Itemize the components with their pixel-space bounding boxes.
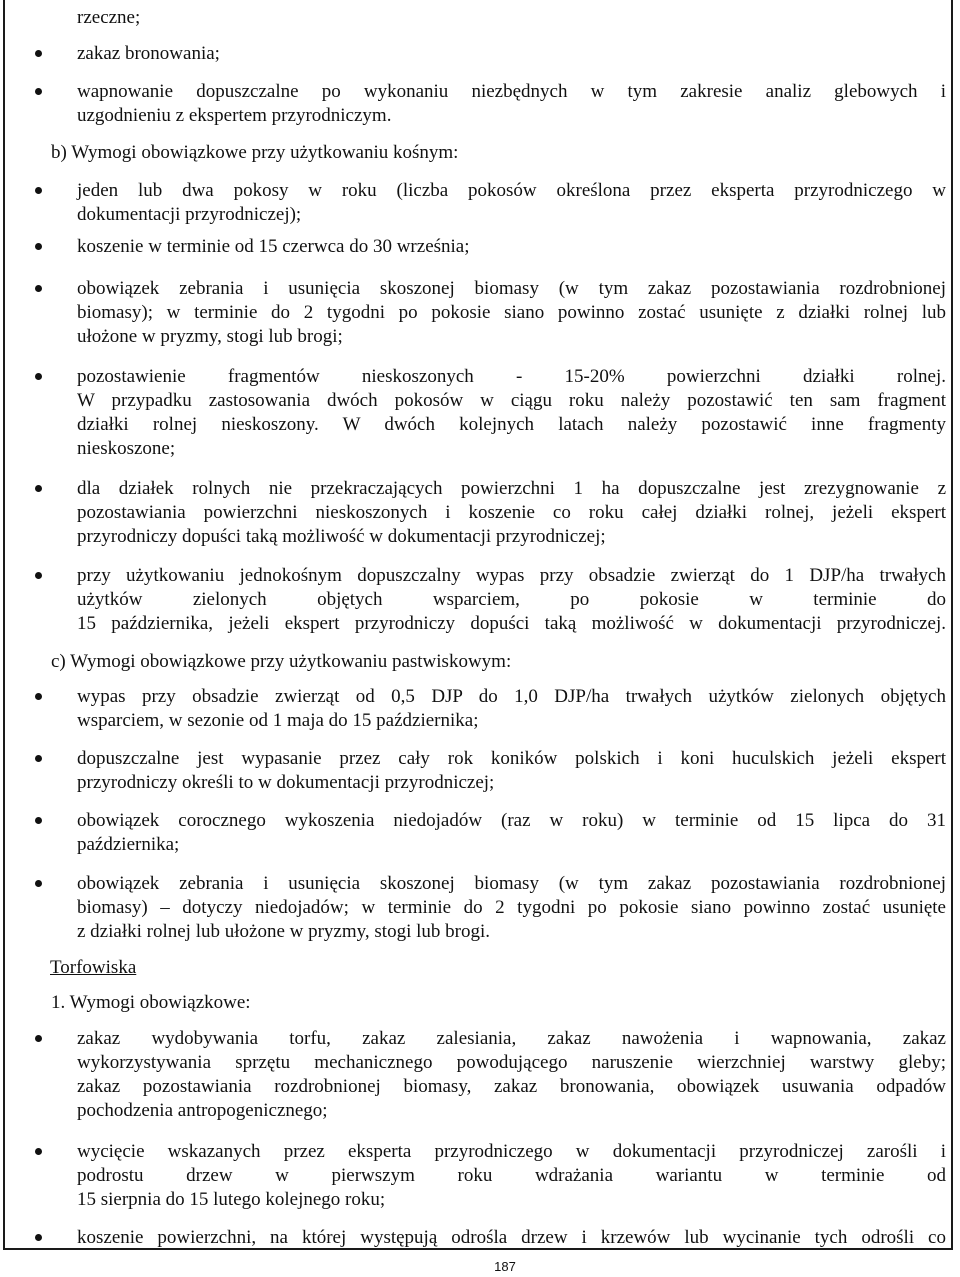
text-line: przyrodniczy określi to w dokumentacji przyrodniczej; [77,772,495,793]
text-line: 15 października, jeżeli ekspert przyrodniczy dopuści taką możliwość w dokumentacji przyrodniczej. [77,613,946,634]
section-heading-1: 1. Wymogi obowiązkowe: [51,992,251,1013]
section-heading-b: b) Wymogi obowiązkowe przy użytkowaniu kośnym: [51,142,459,163]
text-line: przyrodniczy dopuści taką możliwość w dokumentacji przyrodniczej; [77,526,606,547]
text-line: biomasy) – dotyczy niedojadów; w terminie do 2 tygodni po pokosie siano powinno zostać usunięte [77,897,946,918]
bullet-icon [35,88,42,95]
text-line: rzeczne; [77,7,141,28]
text-line: działki rolnej nieskoszony. W dwóch kolejnych latach należy pozostawić inne fragmenty [77,414,946,435]
text-line: dopuszczalne jest wypasanie przez cały rok koników polskich i koni huculskich jeżeli ekspert [77,748,946,769]
text-line: biomasy); w terminie do 2 tygodni po pokosie siano powinno zostać usunięte z działki rolnej lub [77,302,946,323]
text-line: zakaz bronowania; [77,43,220,64]
text-line: obowiązek zebrania i usunięcia skoszonej biomasy (w tym zakaz pozostawiania rozdrobnionej [77,873,946,894]
text-line: wycięcie wskazanych przez eksperta przyrodniczego w dokumentacji przyrodniczej zarośli i [77,1141,946,1162]
text-line: wykorzystywania sprzętu mechanicznego powodującego naruszenie wierzchniej warstwy gleby; [77,1052,946,1073]
text-line: dokumentacji przyrodniczej); [77,204,302,225]
text-line: wapnowanie dopuszczalne po wykonaniu niezbędnych w tym zakresie analiz glebowych i [77,81,946,102]
section-heading-c: c) Wymogi obowiązkowe przy użytkowaniu pastwiskowym: [51,651,512,672]
section-heading-torfowiska: Torfowiska [50,957,137,978]
text-line: nieskoszone; [77,438,176,459]
bullet-icon [35,1035,42,1042]
page-number: 187 [494,1259,516,1274]
bullet-icon [35,243,42,250]
text-line: obowiązek corocznego wykoszenia niedojadów (raz w roku) w terminie od 15 lipca do 31 [77,810,946,831]
text-line: W przypadku zastosowania dwóch pokosów w ciągu roku należy pozostawić ten sam fragment [77,390,946,411]
bullet-icon [35,1148,42,1155]
bullet-icon [35,50,42,57]
text-line: obowiązek zebrania i usunięcia skoszonej biomasy (w tym zakaz pozostawiania rozdrobnionej [77,278,946,299]
text-line: 15 sierpnia do 15 lutego kolejnego roku; [77,1189,386,1210]
bullet-icon [35,817,42,824]
text-line: pochodzenia antropogenicznego; [77,1100,328,1121]
text-line: koszenie w terminie od 15 czerwca do 30 września; [77,236,470,257]
bullet-icon [35,1234,42,1241]
text-line: z działki rolnej lub ułożone w pryzmy, stogi lub brogi. [77,921,490,942]
bullet-icon [35,755,42,762]
bullet-icon [35,285,42,292]
text-line: podrostu drzew w pierwszym roku wdrażania wariantu w terminie od [77,1165,946,1186]
text-line: pozostawienie fragmentów nieskoszonych - 15-20% powierzchni działki rolnej. [77,366,946,387]
text-line: zakaz wydobywania torfu, zakaz zalesiania, zakaz nawożenia i wapnowania, zakaz [77,1028,946,1049]
bullet-icon [35,187,42,194]
text-line: ułożone w pryzmy, stogi lub brogi; [77,326,343,347]
bullet-icon [35,693,42,700]
text-line: wsparciem, w sezonie od 1 maja do 15 października; [77,710,479,731]
text-line: pozostawiania powierzchni nieskoszonych i koszenie co roku całej działki rolnej, jeżeli ekspert [77,502,946,523]
text-line: października; [77,834,180,855]
bullet-icon [35,572,42,579]
text-line: uzgodnieniu z ekspertem przyrodniczym. [77,105,392,126]
text-line: przy użytkowaniu jednokośnym dopuszczalny wypas przy obsadzie zwierząt do 1 DJP/ha trwałych [77,565,946,586]
bullet-icon [35,485,42,492]
bullet-icon [35,373,42,380]
text-line: jeden lub dwa pokosy w roku (liczba pokosów określona przez eksperta przyrodniczego w [77,180,946,201]
text-line: użytków zielonych objętych wsparciem, po pokosie w terminie do [77,589,946,610]
text-line: koszenie powierzchni, na której występują odrośla drzew i krzewów lub wycinanie tych odrośli co [77,1227,946,1248]
text-line: wypas przy obsadzie zwierząt od 0,5 DJP do 1,0 DJP/ha trwałych użytków zielonych objętych [77,686,946,707]
text-line: dla działek rolnych nie przekraczających powierzchni 1 ha dopuszczalne jest zrezygnowanie z [77,478,946,499]
bullet-icon [35,880,42,887]
text-line: zakaz pozostawiania rozdrobnionej biomasy, zakaz bronowania, obowiązek usuwania odpadów [77,1076,946,1097]
